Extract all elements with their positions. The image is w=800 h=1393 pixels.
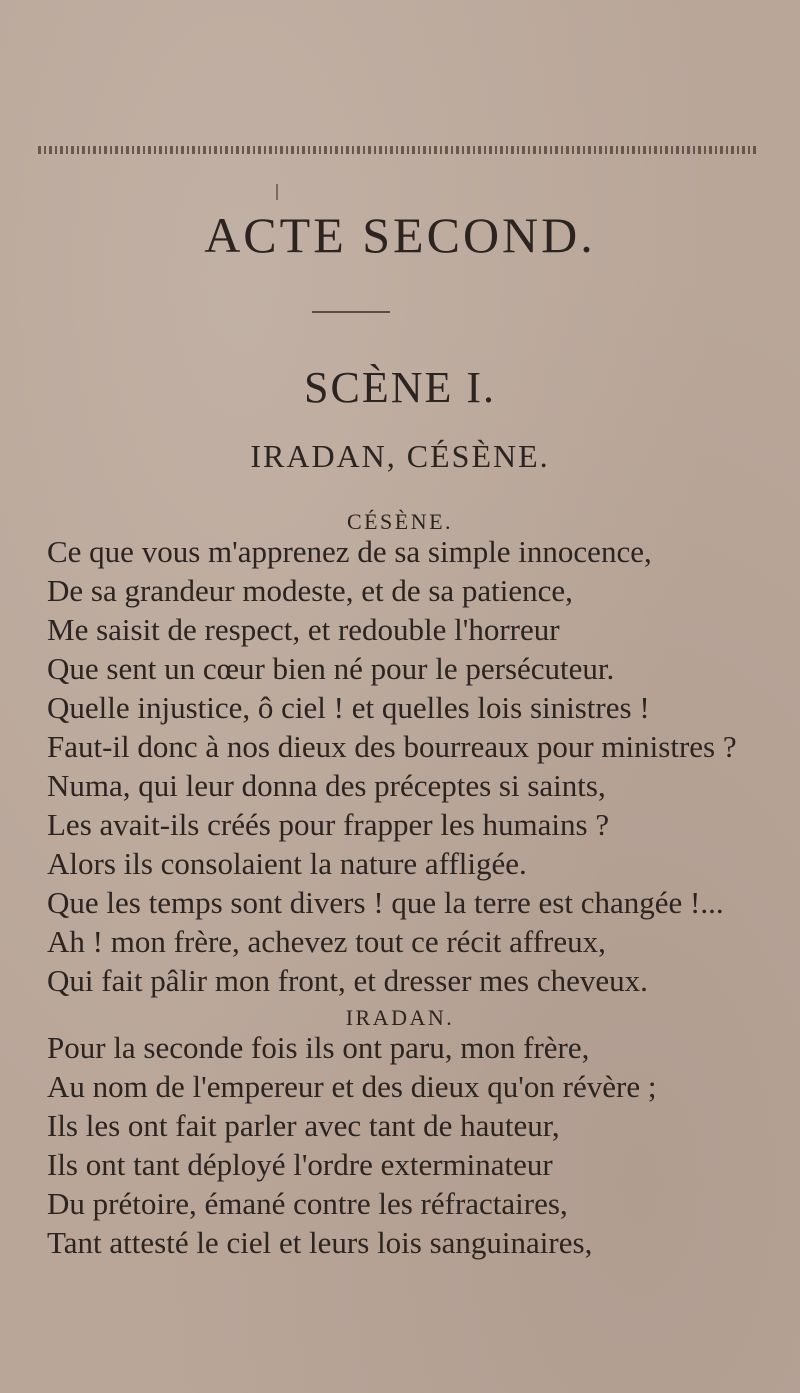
header-ornament xyxy=(38,146,758,154)
speaker-iradan: IRADAN. xyxy=(345,1005,455,1030)
verse-line: Qui fait pâlir mon front, et dresser mes cheveux. xyxy=(47,963,648,998)
scene-characters: IRADAN, CÉSÈNE. xyxy=(250,438,550,474)
verse-line: Numa, qui leur donna des préceptes si saints, xyxy=(47,768,606,803)
verse-line: Ce que vous m'apprenez de sa simple innocence, xyxy=(47,534,652,569)
verse-line: Faut-il donc à nos dieux des bourreaux pour ministres ? xyxy=(47,729,737,764)
scene-title: SCÈNE I. xyxy=(304,363,496,412)
verse-line: Ah ! mon frère, achevez tout ce récit affreux, xyxy=(47,924,606,959)
verse-line: Alors ils consolaient la nature affligée. xyxy=(47,846,527,881)
verse-line: Tant attesté le ciel et leurs lois sanguinaires, xyxy=(47,1225,593,1260)
verse-line: Que sent un cœur bien né pour le persécuteur. xyxy=(47,651,615,686)
verse-line: Les avait-ils créés pour frapper les humains ? xyxy=(47,807,610,842)
act-title: ACTE SECOND. xyxy=(204,207,596,263)
verse-line: Que les temps sont divers ! que la terre est changée !... xyxy=(47,885,724,920)
verse-line: De sa grandeur modeste, et de sa patience, xyxy=(47,573,573,608)
verse-line: Pour la seconde fois ils ont paru, mon frère, xyxy=(47,1030,590,1065)
printer-mark xyxy=(276,184,278,200)
verse-line: Quelle injustice, ô ciel ! et quelles lois sinistres ! xyxy=(47,690,650,725)
speaker-cesene: CÉSÈNE. xyxy=(346,509,454,534)
verse-line: Ils ont tant déployé l'ordre exterminateur xyxy=(47,1147,553,1182)
verse-line: Ils les ont fait parler avec tant de hauteur, xyxy=(47,1108,560,1143)
verse-line: Au nom de l'empereur et des dieux qu'on révère ; xyxy=(47,1069,657,1104)
title-rule xyxy=(312,311,390,313)
verse-line: Me saisit de respect, et redouble l'horreur xyxy=(47,612,560,647)
verse-line: Du prétoire, émané contre les réfractaires, xyxy=(47,1186,568,1221)
